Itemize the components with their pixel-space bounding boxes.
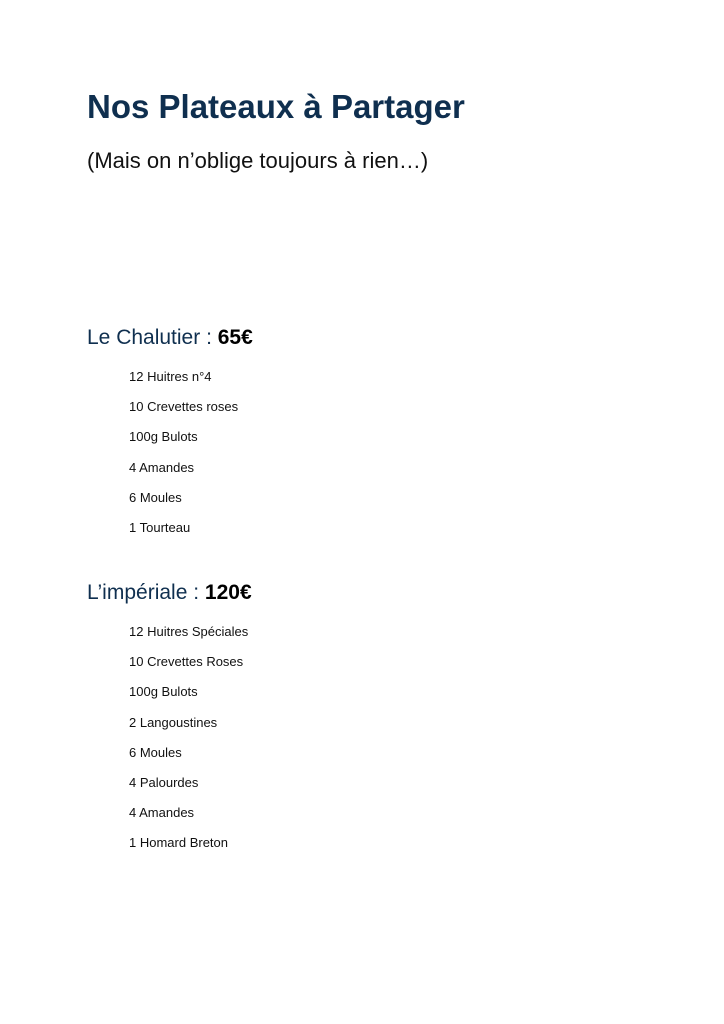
platter-price: 65€ [217,326,253,349]
page-title: Nos Plateaux à Partager [87,88,465,125]
platter-name: Le Chalutier [87,326,201,349]
platter-item-list [129,617,248,859]
list-item: 6 Moules [129,744,182,760]
platter-separator: : [187,581,205,604]
list-item: 2 Langoustines [129,714,218,730]
page-subtitle: (Mais on n’oblige toujours à rien…) [87,148,429,173]
platter-item-list [129,362,238,543]
list-item: 100g Bulots [129,684,198,700]
list-item: 10 Crevettes roses [129,399,239,415]
platter-imperiale [87,579,252,851]
list-item: 4 Amandes [129,459,195,475]
list-item: 12 Huitres n°4 [129,369,212,384]
list-item: 100g Bulots [129,429,198,445]
list-item: 10 Crevettes Roses [129,654,244,670]
platter-chalutier [87,324,253,535]
platter-heading [87,324,253,352]
platter-price: 120€ [204,581,252,604]
list-item: 4 Palourdes [129,774,199,790]
platter-separator: : [200,326,218,349]
list-item: 1 Tourteau [129,519,191,535]
list-item: 1 Homard Breton [129,835,228,851]
list-item: 12 Huitres Spéciales [129,624,249,639]
list-item: 4 Amandes [129,805,195,821]
list-item: 6 Moules [129,489,182,505]
platter-heading [87,579,252,607]
platter-name: L’impériale [87,581,188,604]
